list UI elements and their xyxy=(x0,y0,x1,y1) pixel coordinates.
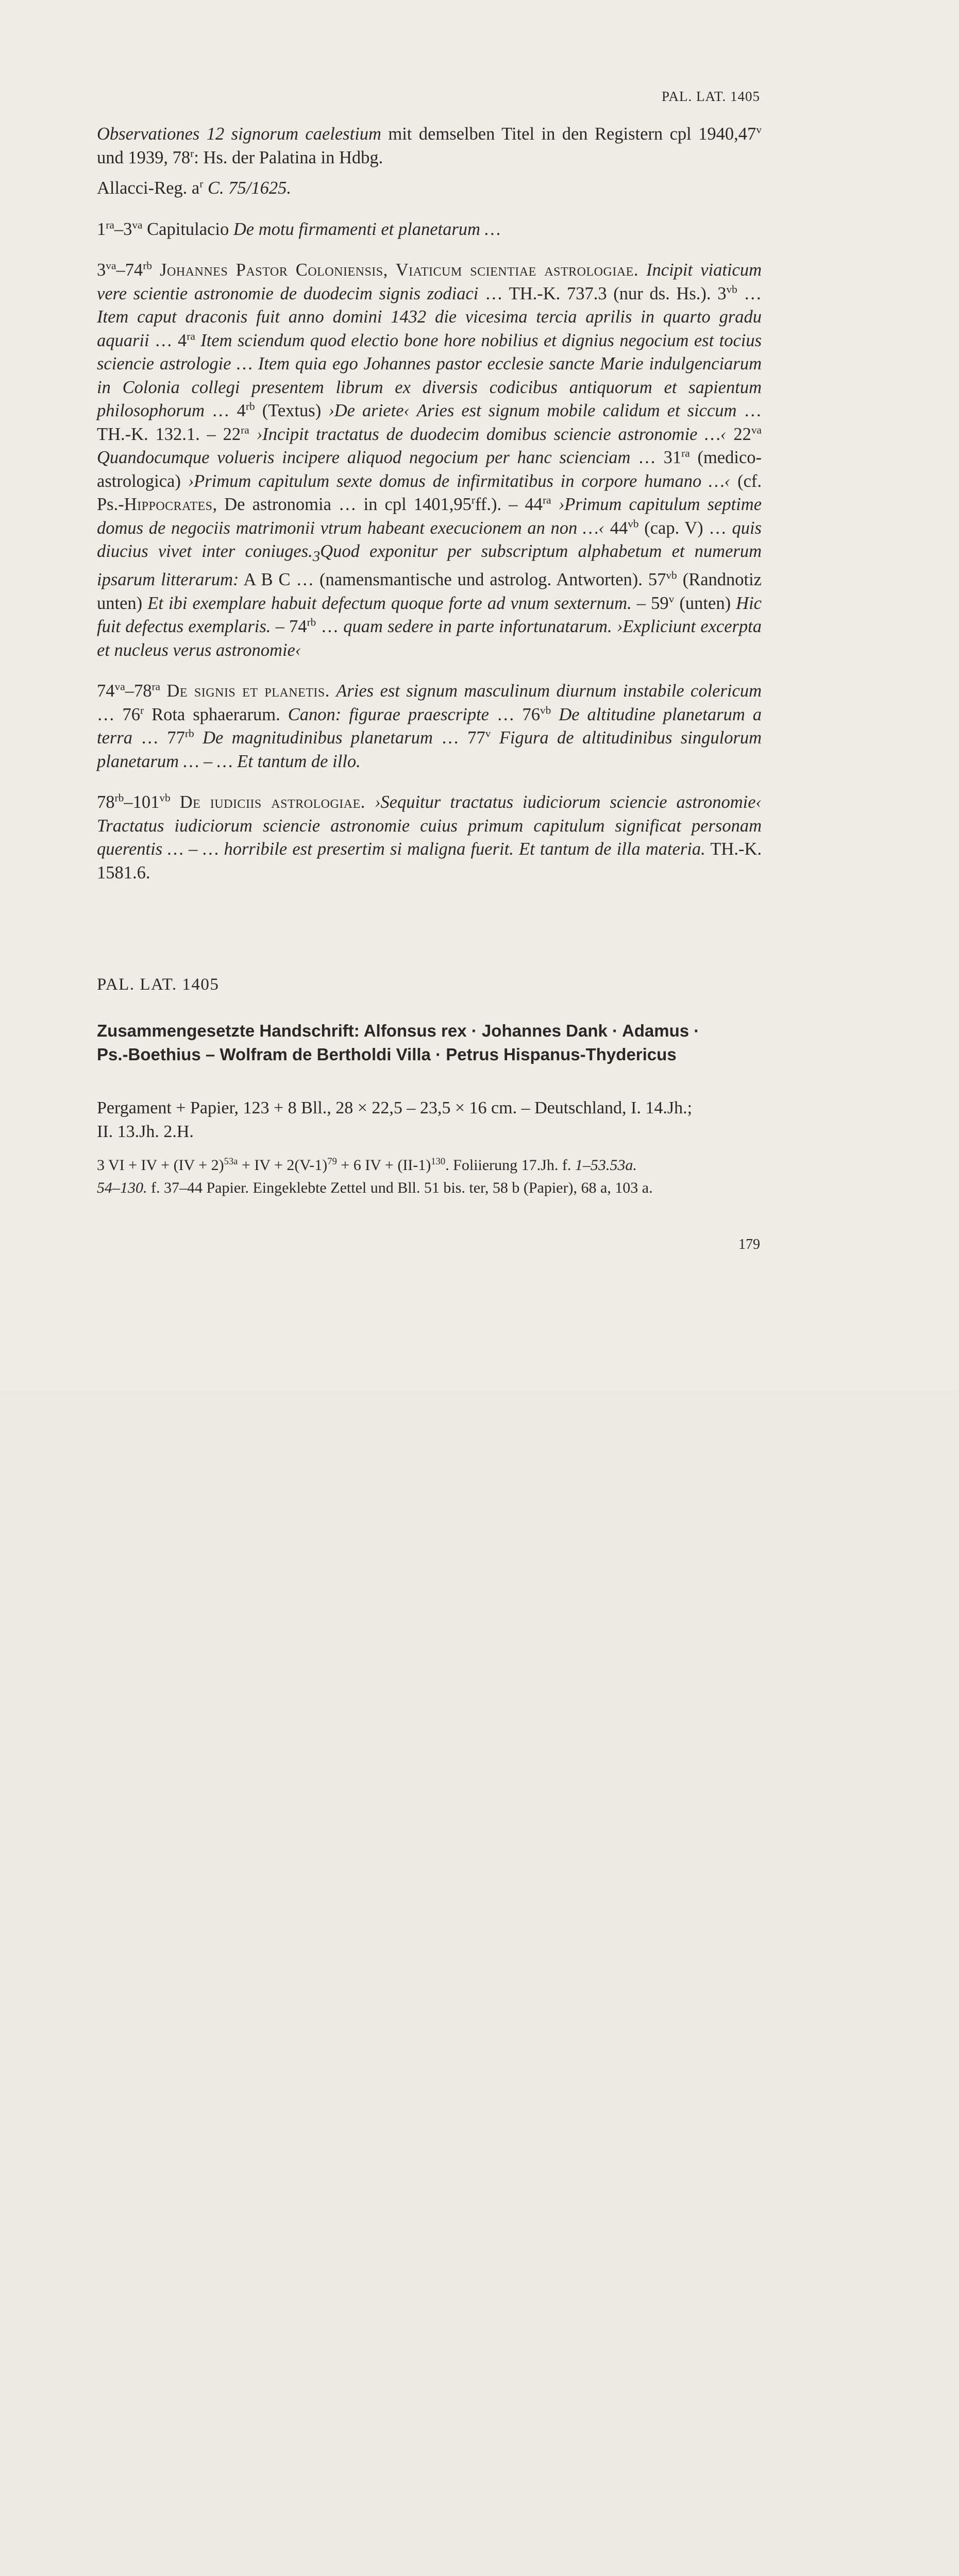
page-number: 179 xyxy=(738,1236,760,1252)
footer-bar xyxy=(0,1391,959,1447)
capitulacio-entry: $1^{ra}-3^{va}$ Capitulacio De motu firmamenti et planetarum … xyxy=(97,218,501,239)
de-iudiciis-entry: $78^{rb}-101^{vb}$ De iudiciis astrologiae. ›Sequitur tractatus iudiciorum sciencie astronomie‹ Tractatus iudiciorum sciencie astronomie cuius primum capitulum significat personam querentis … – … horribile est presertim si maligna fuerit. Et tantum de illa materia. TH.-K. 1581.6. xyxy=(97,791,762,883)
de-signis-entry: $74^{va}-78^{ra}$ De signis et planetis. Aries est signum masculinum diurnum instabile colericum … 76$^r$ Rota sphaerarum. Canon: figurae praescripte … $76^{vb}$ De altitudine planetarum a terra … $77^{rb}$ De magnitudinibus planetarum … 77$^v$ Figura de altitudinibus singulorum planetarum … – … Et tantum de illo. xyxy=(97,680,762,771)
running-head: PAL. LAT. 1405 xyxy=(661,89,760,104)
allacci-reference: Allacci-Reg. $a^r$ C. 75/1625. xyxy=(97,177,291,198)
manuscript-heading: Zusammengesetzte Handschrift: Alfonsus rex · Johannes Dank · Adamus · Ps.-Boethius – Wolfram de Bertholdi Villa · Petrus Hispanus-Thydericus xyxy=(97,1021,700,1064)
catalog-text xyxy=(97,123,762,885)
collation-description: 3 VI + IV + (IV + 2)$^{53a}$ + IV + $2(V-1)^{79} + 6$ IV + $(II-1)^{130}$. Foliierung 17.Jh. f. 1–53.53a. 54–130. f. 37–44 Papier. Eingeklebte Zettel und Bll. 51 bis. ter, 58 b (Papier), 68 a, 103 a. xyxy=(97,1156,653,1196)
physical-description: Pergament + Papier, 123 + 8 Bll., 28 × 22,5 – 23,5 × 16 cm. – Deutschland, I. 14.Jh.; II. 13.Jh. 2.H. xyxy=(97,1098,693,1141)
section-title: PAL. LAT. 1405 xyxy=(97,975,220,994)
viaticum-entry: $3^{va}-74^{rb}$ Johannes Pastor Coloniensis, Viaticum scientiae astrologiae. Incipit viaticum vere scientie astronomie de duodecim signis zodiaci … TH.-K. 737.3 (nur ds. Hs.). $3^{vb}$ … Item caput draconis fuit anno domini 1432 die vicesima tercia aprilis in quarto gradu aquarii … $4^{ra}$ Item sciendum quod electio bone hore nobilius et dignius negocium est tocius sciencie astrologie … Item quia ego Johannes pastor ecclesie sancte Marie indulgenciarum in Colonia collegi presentem librum ex diversis codicibus antiquorum et sapientum philosophorum … $4^{rb}$ (Textus) ›De ariete‹ Aries est signum mobile calidum et siccum … TH.-K. 132.1. – $22^{ra}$ ›Incipit tractatus de duodecim domibus sciencie astronomie …‹ $22^{va}$ Quandocumque volueris incipere aliquod negocium per hanc scienciam … $31^{ra}$ (medico-astrologica) ›Primum capitulum sexte domus de infirmitatibus in corpore humano …‹ (cf. Ps.-Hippocrates, De astronomia … in cpl 1401,95$^r$ff.). – $44^{ra}$ ›Primum capitulum septime domus de negociis matrimonii vtrum habeant execucionem an non …‹ $44^{vb}$ (cap. V) … quis diucius vivet inter $coniuges._3Quod$ exponitur per subscriptum alphabetum et numerum ipsarum litterarum: A B C … (namensmantische und astrolog. Antworten). $57^{vb}$ (Randnotiz unten) Et ibi exemplare habuit defectum quoque forte ad vnum sexternum. – 59$^v$ (unten) Hic fuit defectus exemplaris. – $74^{rb}$ … quam sedere in parte infortunatarum. ›Expliciunt excerpta et nucleus verus astronomie‹ xyxy=(97,259,762,660)
observationes-paragraph: Observationes 12 signorum caelestium mit demselben Titel in den Registern cpl 1940,47$^v$ und 1939, 78$^r$: Hs. der Palatina in Hdbg. xyxy=(97,123,762,167)
